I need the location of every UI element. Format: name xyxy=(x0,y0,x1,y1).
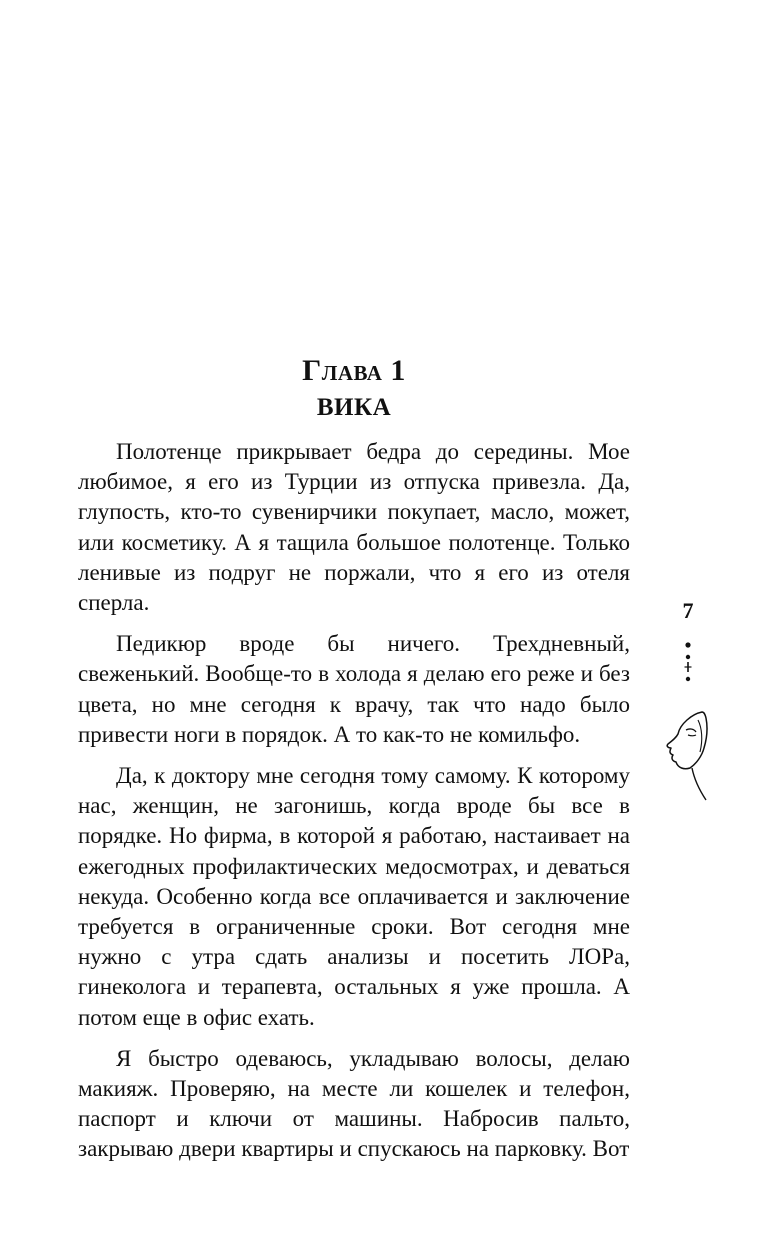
vertical-dots-ornament-icon xyxy=(678,640,698,684)
page-number: 7 xyxy=(682,598,694,623)
chapter-title: Глава 1 xyxy=(302,354,406,387)
chapter-subtitle: ВИКА xyxy=(316,394,392,421)
chapter-heading xyxy=(78,352,630,426)
paragraph-2: Педикюр вроде бы ничего. Трехдневный, свеженький. Вообще-то в холода я делаю его реже и без цвета, но мне сегодня к врачу, так что надо было привести ноги в порядок. А то как-то не комильфо. xyxy=(78,631,630,747)
face-profile-logo-icon xyxy=(658,708,718,808)
paragraph-3: Да, к доктору мне сегодня тому самому. К которому нас, женщин, не загонишь, когда вроде бы все в порядке. Но фирма, в которой я работаю, настаивает на ежегодных профилактических медосмотрах, и деваться некуда. Особенно когда все оплачивается и заключение требуется в ограниченные сроки. Вот сегодня мне нужно с утра сдать анализы и посетить ЛОРа, гинеколога и терапевта, остальных я уже прошла. А потом еще в офис ехать. xyxy=(78,763,630,1030)
paragraph-4: Я быстро одеваюсь, укладываю волосы, делаю макияж. Проверяю, на месте ли кошелек и телефон, паспорт и ключи от машины. Набросив пальто, закрываю двери квартиры и спускаюсь на парковку. Вот xyxy=(78,1045,630,1162)
body-text xyxy=(78,437,630,1165)
paragraph-1: Полотенце прикрывает бедра до середины. Мое любимое, я его из Турции из отпуска привезла. Да, глупость, кто-то сувенирчики покупает, масло, может, или косметику. А я тащила большое полотенце. Только ленивые из подруг не поржали, что я его из отеля сперла. xyxy=(78,439,630,616)
